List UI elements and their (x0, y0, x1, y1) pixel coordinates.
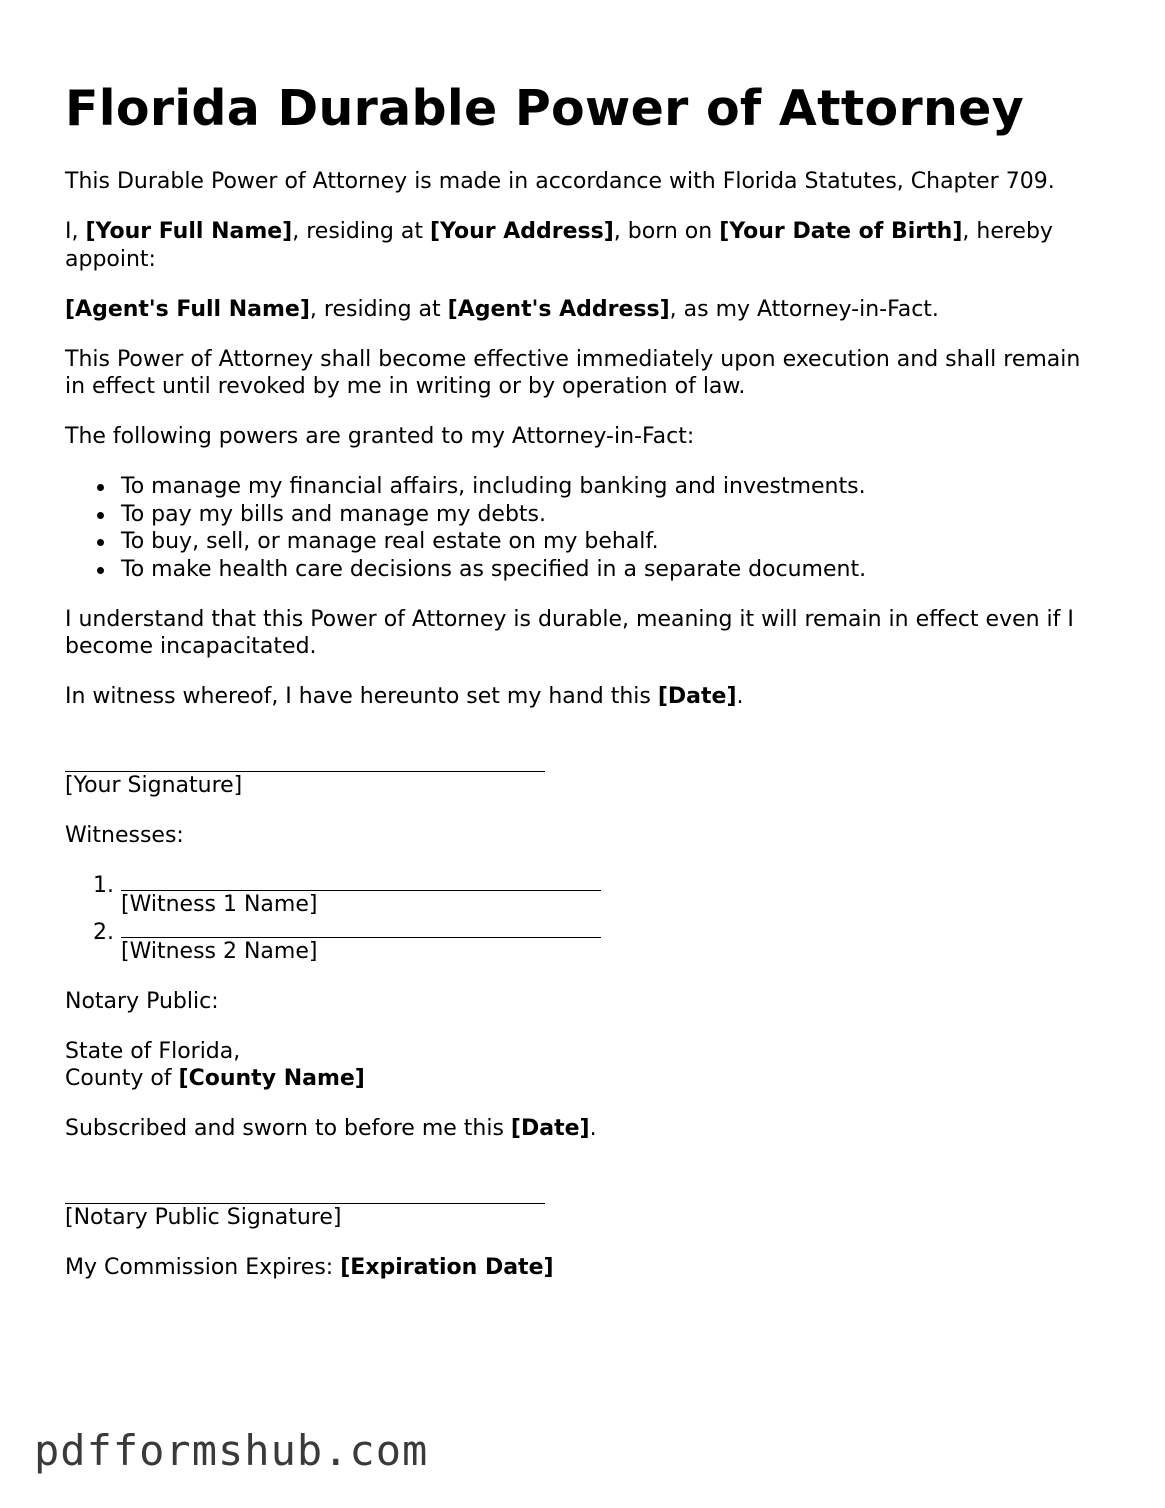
witness-2-name-label: [Witness 2 Name] (121, 938, 318, 964)
agent-residing: , residing at (309, 296, 448, 322)
principal-born: , born on (613, 219, 720, 244)
witness-whereof-suffix: . (736, 684, 744, 709)
powers-intro: The following powers are granted to my Attorney-in-Fact: (65, 424, 695, 449)
agent-address-field: [Agent's Address] (447, 296, 670, 322)
county-prefix: County of (65, 1066, 179, 1091)
principal-name-field: [Your Full Name] (85, 219, 293, 244)
principal-prefix: I, (65, 219, 86, 244)
durable-paragraph: I understand that this Power of Attorney is durable, meaning it will remain in effect even if I become incapacitated. (65, 606, 1074, 659)
state-line: State of Florida, (65, 1038, 241, 1064)
list-item: To make health care decisions as specified in a separate document. (121, 556, 1105, 584)
witness-whereof-date-field: [Date] (657, 684, 737, 709)
principal-signature-block (65, 733, 1105, 800)
document-page (65, 78, 1105, 1304)
witness-whereof-text: In witness whereof, I have hereunto set my hand this (65, 684, 658, 709)
principal-dob-field: [Your Date of Birth] (719, 219, 963, 244)
venue-paragraph (65, 1038, 1105, 1093)
notary-signature-label: [Notary Public Signature] (65, 1205, 342, 1230)
principal-signature-line[interactable] (65, 751, 545, 772)
commission-prefix: My Commission Expires: (65, 1255, 341, 1280)
principal-signature-label: [Your Signature] (65, 773, 243, 798)
subscribed-text: Subscribed and sworn to before me this (65, 1116, 511, 1141)
list-item (93, 919, 1105, 966)
witness-number: 2. (93, 919, 114, 945)
list-item: To pay my bills and manage my debts. (121, 501, 1105, 529)
intro-paragraph: This Durable Power of Attorney is made in accordance with Florida Statutes, Chapter 709. (65, 169, 1055, 194)
notary-label: Notary Public: (65, 988, 219, 1014)
list-item (93, 872, 1105, 919)
commission-expiration-field: [Expiration Date] (340, 1255, 554, 1280)
subscribed-date-field: [Date] (510, 1116, 590, 1141)
agent-suffix: , as my Attorney-in-Fact. (669, 296, 939, 322)
agent-paragraph (65, 296, 1105, 324)
witnesses-label: Witnesses: (65, 823, 184, 848)
principal-residing: , residing at (292, 219, 430, 244)
document-title: Florida Durable Power of Attorney (65, 80, 1024, 137)
watermark: pdfformshub.com (34, 1426, 429, 1475)
witness-1-name-label: [Witness 1 Name] (121, 892, 318, 917)
witness-1-signature-line[interactable] (121, 872, 601, 891)
witness-number: 1. (93, 873, 114, 898)
list-item: To manage my financial affairs, including banking and investments. (121, 473, 1105, 501)
commission-paragraph (65, 1254, 1105, 1282)
subscribed-suffix: . (589, 1116, 597, 1141)
principal-suffix: , hereby appoint: (65, 219, 1053, 272)
agent-name-field: [Agent's Full Name] (65, 296, 310, 322)
list-item: To buy, sell, or manage real estate on my behalf. (121, 528, 1105, 556)
witnesses-list (65, 872, 1105, 965)
witness-whereof-paragraph (65, 683, 1105, 711)
effective-paragraph: This Power of Attorney shall become effective immediately upon execution and shall remain in effect until revoked by me in writing or by operation of law. (65, 346, 1081, 399)
subscribed-paragraph (65, 1115, 1105, 1143)
witness-2-signature-line[interactable] (121, 919, 601, 938)
county-name-field: [County Name] (178, 1066, 365, 1091)
principal-paragraph (65, 218, 1105, 273)
principal-address-field: [Your Address] (429, 219, 614, 244)
notary-signature-line[interactable] (65, 1183, 545, 1204)
powers-list (65, 473, 1105, 583)
notary-signature-block (65, 1165, 1105, 1232)
